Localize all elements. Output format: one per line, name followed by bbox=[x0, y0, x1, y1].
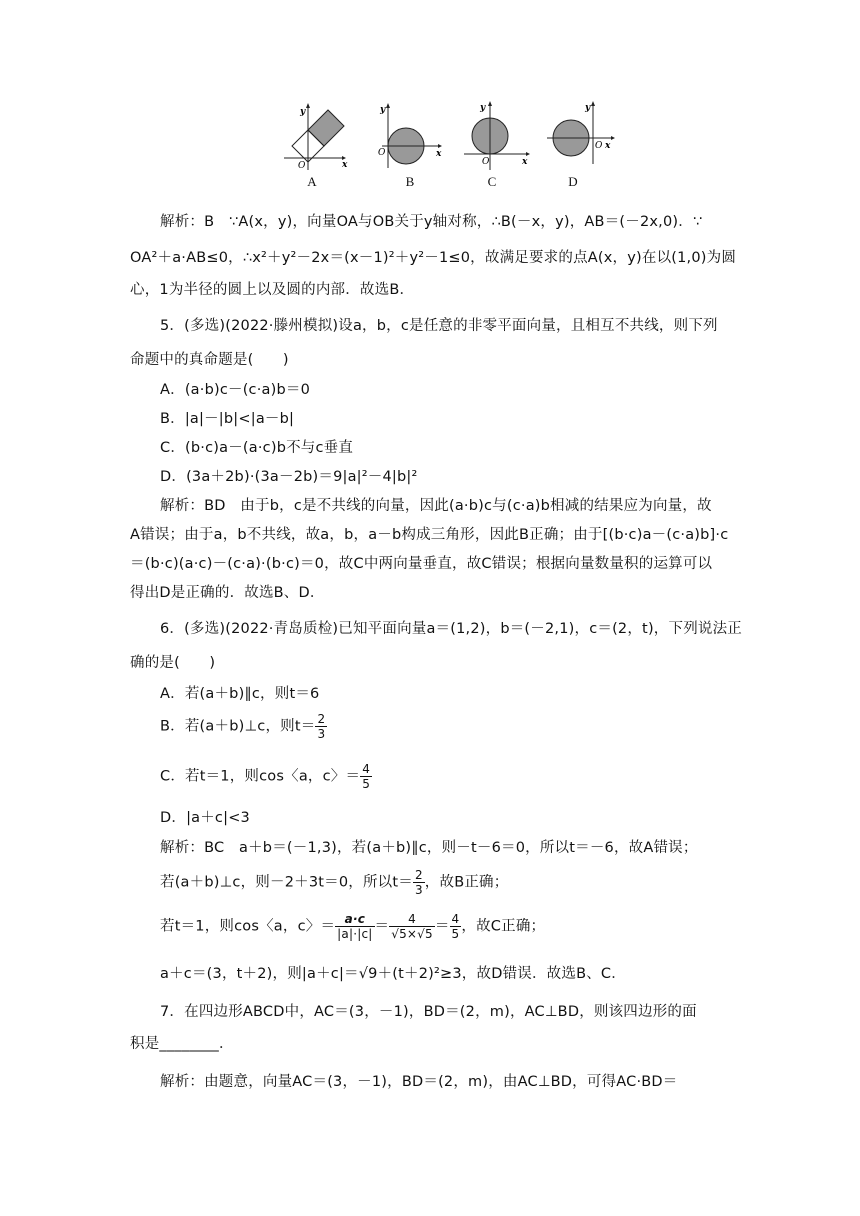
solution-5-line-3: ＝(b·c)(a·c)－(c·a)·(b·c)＝0，故C中两向量垂直，故C错误；根据向量数量积的运算可以 bbox=[130, 556, 713, 572]
solution-4-line-2: OA²＋a·AB≤0，∴x²＋y²－2x＝(x－1)²＋y²－1≤0，故满足要求的点A(x，y)在以(1,0)为圆 bbox=[130, 250, 737, 266]
solution-5-line-4: 得出D是正确的．故选B、D． bbox=[130, 585, 325, 601]
fraction-two-thirds: $\frac{2}{3}$ bbox=[317, 712, 326, 741]
figure-a-label: A bbox=[307, 174, 317, 189]
question-5-stem-2: 命题中的真命题是( ) bbox=[130, 352, 289, 368]
svg-text:O: O bbox=[595, 141, 603, 151]
figure-d-label: D bbox=[568, 174, 578, 189]
figure-b bbox=[370, 100, 445, 172]
question-6-option-a: A．若(a＋b)∥c，则t＝6 bbox=[160, 686, 320, 702]
question-6-option-b: B．若(a＋b)⊥c，则t＝ $\frac{2}{3}$ bbox=[160, 712, 326, 741]
svg-text:y: y bbox=[300, 107, 306, 117]
question-6-option-c: C．若t＝1，则cos〈a，c〉＝ $\frac{4}{5}$ bbox=[160, 762, 371, 791]
solution-5-line-1: 解析：BD 由于b，c是不共线的向量，因此(a·b)c与(c·a)b相减的结果应为向量，故 bbox=[160, 498, 712, 514]
question-5-stem-1: 5．(多选)(2022·滕州模拟)设a，b，c是任意的非零平面向量，且相互不共线，则下列 bbox=[160, 318, 718, 334]
question-5-option-b: B．|a|－|b|<|a－b| bbox=[160, 411, 295, 427]
solution-6-line-1: 解析：BC a＋b＝(－1,3)，若(a＋b)∥c，则－t－6＝0，所以t＝－6，故A错误； bbox=[160, 840, 698, 856]
svg-text:O: O bbox=[298, 161, 306, 171]
solution-4-line-3: 心，1为半径的圆上以及圆的内部．故选B． bbox=[130, 282, 415, 298]
svg-text:O: O bbox=[482, 157, 490, 167]
figure-c bbox=[460, 100, 535, 172]
answer-figures bbox=[280, 100, 620, 190]
solution-7-line-1: 解析：由题意，向量AC＝(3，－1)，BD＝(2，m)，由AC⊥BD，可得AC·BD＝ bbox=[160, 1074, 678, 1090]
svg-text:y: y bbox=[480, 103, 486, 113]
fraction-four-fifths: $\frac{4}{5}$ bbox=[362, 762, 371, 791]
svg-text:x: x bbox=[522, 157, 528, 167]
svg-text:O: O bbox=[378, 148, 386, 158]
svg-text:y: y bbox=[585, 103, 591, 113]
figure-c-label: C bbox=[487, 174, 497, 189]
solution-6-line-2: 若(a＋b)⊥c，则－2＋3t＝0，所以t＝ $\frac{2}{3}$ ，故B正确； bbox=[160, 868, 509, 897]
question-6-stem-1: 6．(多选)(2022·青岛质检)已知平面向量a＝(1,2)，b＝(－2,1)，c＝(2，t)，下列说法正 bbox=[160, 621, 742, 637]
figure-a bbox=[280, 100, 350, 172]
question-6-option-d: D．|a＋c|<3 bbox=[160, 810, 250, 826]
svg-text:y: y bbox=[380, 105, 386, 115]
svg-text:x: x bbox=[605, 141, 611, 151]
svg-text:x: x bbox=[342, 160, 348, 170]
question-5-option-a: A．(a·b)c－(c·a)b＝0 bbox=[160, 382, 311, 398]
question-7-stem-2: 积是________． bbox=[130, 1036, 234, 1052]
figure-b-label: B bbox=[405, 174, 415, 189]
solution-6-line-3: 若t＝1，则cos〈a，c〉＝ $\frac{a\cdot c}{|a|\cdot|c|}$ ＝ $\frac{4}{√5\times√5}$ ＝ $\frac{4}{5}$ ，故C正确； bbox=[160, 912, 546, 941]
solution-4-line-1: 解析：B ∵A(x，y)，向量OA与OB关于y轴对称，∴B(－x，y)，AB＝(－2x,0)．∵ bbox=[160, 214, 703, 230]
svg-text:x: x bbox=[436, 149, 442, 159]
solution-6-line-4: a＋c＝(3，t＋2)，则|a＋c|＝√9＋(t＋2)²≥3，故D错误．故选B、C． bbox=[160, 966, 626, 982]
question-5-option-d: D．(3a＋2b)·(3a－2b)＝9|a|²－4|b|² bbox=[160, 469, 418, 485]
figure-d bbox=[545, 100, 620, 172]
question-6-stem-2: 确的是( ) bbox=[130, 655, 216, 671]
question-5-option-c: C．(b·c)a－(a·c)b不与c垂直 bbox=[160, 440, 354, 456]
solution-5-line-2: A错误；由于a，b不共线，故a，b，a－b构成三角形，因此B正确；由于[(b·c)a－(c·a)b]·c bbox=[130, 527, 729, 543]
question-7-stem-1: 7．在四边形ABCD中，AC＝(3，－1)，BD＝(2，m)，AC⊥BD，则该四边形的面 bbox=[160, 1004, 697, 1020]
